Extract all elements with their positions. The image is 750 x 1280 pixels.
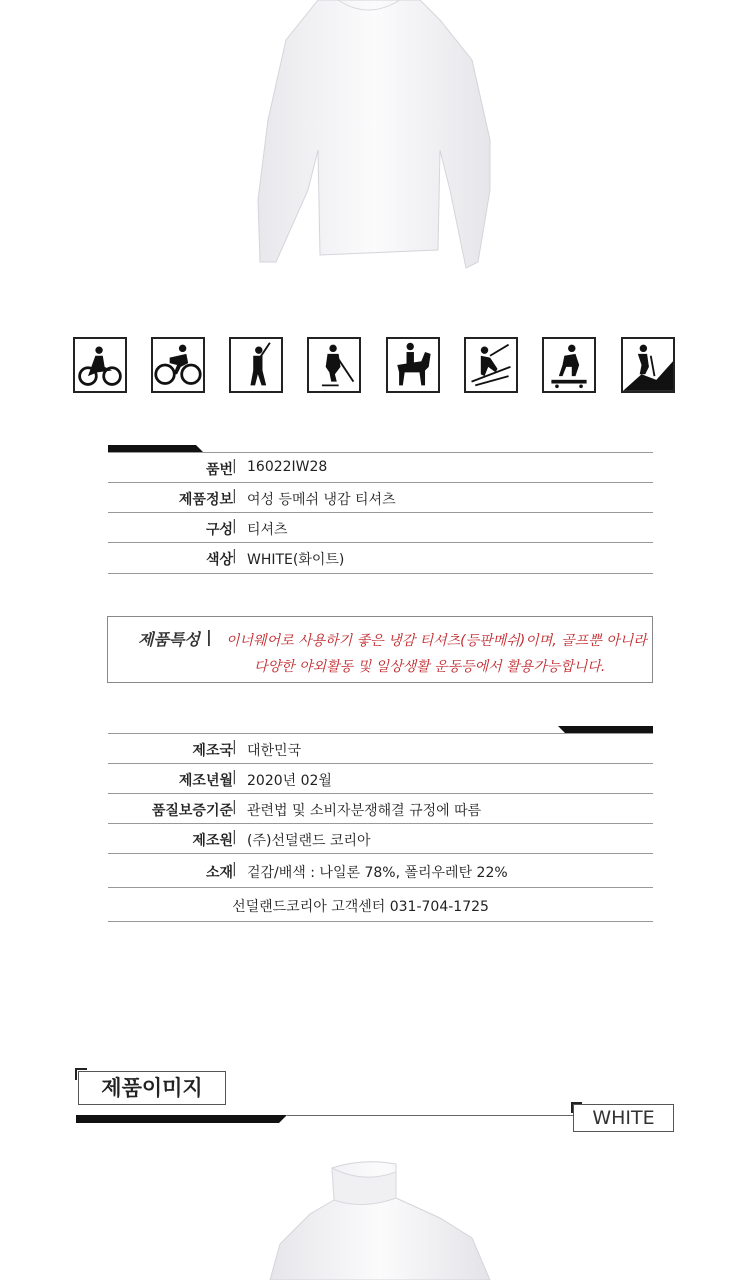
row-value: (주)선덜랜드 코리아: [247, 833, 371, 849]
row-value: WHITE(화이트): [247, 552, 345, 568]
road-bike-icon: [151, 337, 205, 393]
feature-label: 제품특성: [138, 630, 200, 649]
spec-table-manufacture: [108, 734, 653, 922]
feature-text-line1: 이너웨어로 사용하기 좋은 냉감 티셔츠(등판메쉬)이며, 골프뿐 아니라: [226, 633, 647, 649]
row-value: 티셔츠: [247, 522, 288, 538]
row-label: 제조년월: [178, 773, 233, 789]
row-value: 16022IW28: [247, 459, 328, 475]
golf-icon: [229, 337, 283, 393]
skateboard-icon: [542, 337, 596, 393]
row-label: 소재: [205, 865, 233, 881]
color-label: WHITE: [573, 1104, 674, 1132]
table-row: [108, 764, 653, 794]
row-label: 구성: [205, 522, 233, 538]
row-label: 품질보증기준: [151, 803, 233, 819]
hiking-icon: [621, 337, 675, 393]
section-divider-bar-tip: [279, 1115, 287, 1123]
product-shirt-image-bottom: [250, 1158, 520, 1280]
row-separator: |: [232, 769, 237, 785]
row-label: 제품정보: [178, 492, 233, 508]
row-value: 겉감/배색 : 나일론 78%, 폴리우레탄 22%: [247, 865, 508, 881]
row-value: 여성 등메쉬 냉감 티셔츠: [247, 492, 396, 508]
table-row: [108, 483, 653, 513]
inline-skate-icon: [307, 337, 361, 393]
section-divider-bar: [76, 1115, 279, 1123]
row-separator: |: [232, 861, 237, 877]
product-shirt-image-top: [240, 0, 510, 280]
table-row: [108, 513, 653, 543]
cycling-icon: [73, 337, 127, 393]
row-value: 2020년 02월: [247, 773, 332, 789]
feature-text-line2: 다양한 야외활동 및 일상생활 운동등에서 활용가능합니다.: [254, 659, 606, 675]
customer-center: 선덜랜드코리아 고객센터 031-704-1725: [232, 899, 489, 915]
ski-icon: [464, 337, 518, 393]
row-value: 관련법 및 소비자분쟁해결 규정에 따름: [247, 803, 482, 819]
horse-riding-icon: [386, 337, 440, 393]
table-row: [108, 794, 653, 824]
table-row: [108, 824, 653, 854]
row-separator: |: [232, 548, 237, 564]
row-label: 품번: [205, 462, 233, 478]
table-row: [108, 854, 653, 888]
row-value: 대한민국: [247, 743, 302, 759]
table-row-footer: [108, 888, 653, 922]
table-row: [108, 543, 653, 574]
section-divider-line: [287, 1115, 573, 1116]
row-label: 제조국: [192, 743, 233, 759]
row-separator: |: [232, 518, 237, 534]
row-separator: |: [232, 488, 237, 504]
product-feature-box: [107, 616, 653, 683]
table-row: [108, 734, 653, 764]
row-separator: |: [232, 739, 237, 755]
row-separator: |: [232, 458, 237, 474]
row-label: 제조원: [192, 833, 233, 849]
row-label: 색상: [205, 552, 233, 568]
section-title: 제품이미지: [78, 1071, 226, 1105]
row-separator: |: [232, 799, 237, 815]
spec-table-product: [108, 453, 653, 574]
row-separator: |: [232, 829, 237, 845]
table-row: [108, 453, 653, 483]
feature-separator: |: [206, 627, 212, 646]
activity-icons: [73, 337, 677, 395]
